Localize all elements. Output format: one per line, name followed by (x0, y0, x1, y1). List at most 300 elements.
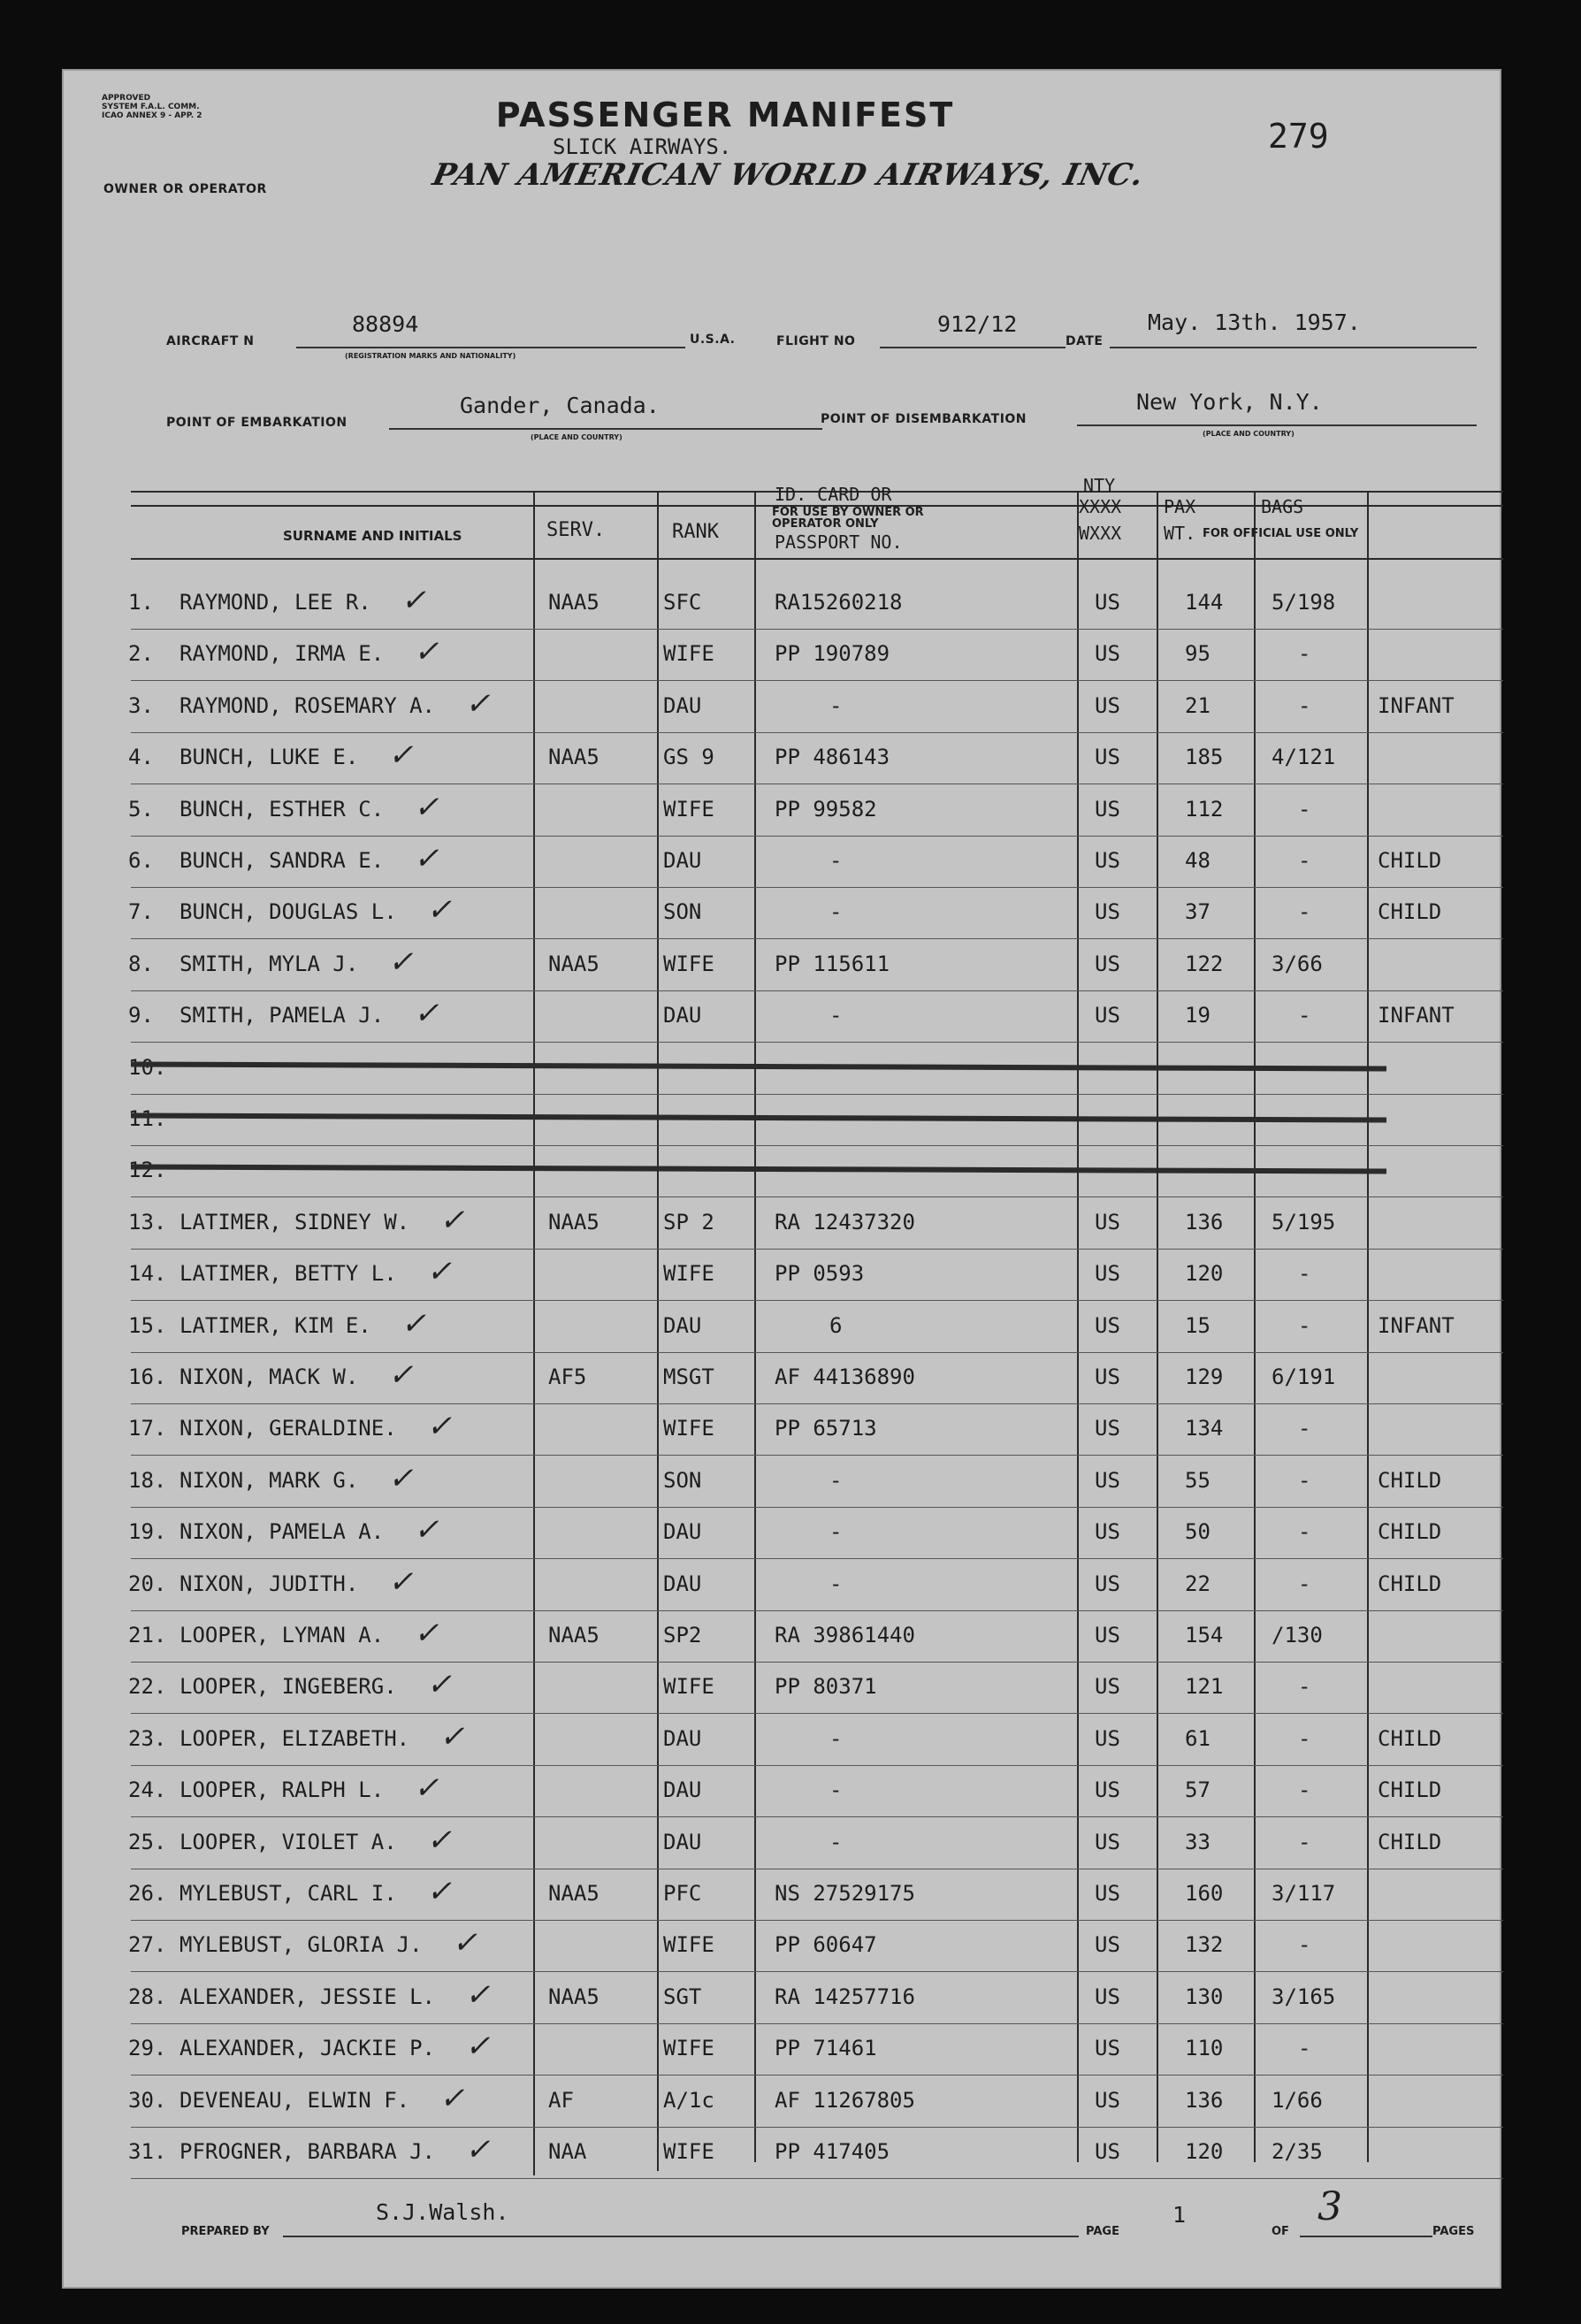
row-rule (131, 1145, 1503, 1146)
pax-weight: 136 (1185, 2087, 1224, 2113)
row-rule (131, 2023, 1503, 2024)
rank: SON (663, 899, 702, 925)
operator-name: SLICK AIRWAYS. (553, 134, 732, 159)
pax-weight: 33 (1185, 1829, 1211, 1854)
checkmark-icon: ✓ (439, 1202, 465, 1238)
pax-weight: 120 (1185, 2139, 1224, 2164)
checkmark-icon: ✓ (465, 685, 491, 722)
id-number: PP 60647 (775, 1932, 877, 1958)
id-number: NS 27529175 (775, 1881, 915, 1906)
checkmark-icon: ✓ (465, 1976, 491, 2013)
bags: - (1298, 1312, 1311, 1338)
id-number: PP 115611 (775, 951, 890, 976)
id-number: RA 14257716 (775, 1984, 915, 2009)
note: CHILD (1378, 1725, 1442, 1751)
table-row (128, 1199, 1503, 1250)
nationality: US (1095, 1416, 1120, 1441)
passenger-name: LOOPER, VIOLET A. (179, 1829, 397, 1854)
passenger-name: LOOPER, LYMAN A. (179, 1623, 385, 1647)
nationality: US (1095, 951, 1120, 976)
row-rule (131, 1610, 1503, 1611)
row-number: 13. (128, 1209, 167, 1235)
pax-weight: 15 (1185, 1312, 1211, 1338)
id-number: - (829, 1003, 843, 1028)
bags: 5/195 (1272, 1209, 1336, 1235)
column-header-passport: PASSPORT NO. (775, 531, 903, 553)
rank: SP 2 (663, 1209, 714, 1235)
column-header-id-note: FOR USE BY OWNER OR OPERATOR ONLY (772, 506, 924, 531)
table-row (128, 1922, 1503, 1973)
table-row (128, 889, 1503, 940)
table-row (128, 1974, 1503, 2025)
nationality: US (1095, 2087, 1120, 2113)
service: AF5 (548, 1365, 587, 1389)
id-number: PP 71461 (775, 2036, 877, 2061)
id-number: PP 0593 (775, 1261, 865, 1287)
row-number: 2. (128, 641, 154, 667)
bags: 4/121 (1272, 745, 1336, 770)
id-number: PP 65713 (775, 1416, 877, 1441)
table-row (128, 2077, 1503, 2129)
row-rule (131, 629, 1503, 630)
table-row (128, 1716, 1503, 1767)
rank: DAU (663, 848, 702, 873)
note: INFANT (1378, 1003, 1455, 1028)
table-row (128, 631, 1503, 682)
row-number: 15. (128, 1312, 167, 1338)
row-rule (131, 990, 1503, 991)
bags: - (1298, 1674, 1311, 1700)
note: INFANT (1378, 692, 1455, 718)
table-row-struck (128, 1096, 1503, 1147)
rank: DAU (663, 1312, 702, 1338)
note: CHILD (1378, 1777, 1442, 1803)
rank: PFC (663, 1881, 702, 1906)
row-number: 27. (128, 1932, 167, 1958)
checkmark-icon: ✓ (426, 1409, 452, 1445)
bags: - (1298, 1725, 1311, 1751)
nationality: US (1095, 1623, 1120, 1647)
nationality: US (1095, 1829, 1120, 1854)
row-rule (131, 1971, 1503, 1972)
disembarkation-point: New York, N.Y. (1136, 389, 1323, 415)
pax-weight: 21 (1185, 692, 1211, 718)
service: NAA (548, 2139, 587, 2164)
rank: SFC (663, 590, 702, 615)
bags: 3/66 (1272, 951, 1323, 976)
row-number: 4. (128, 745, 154, 770)
table-row (128, 1663, 1503, 1715)
aircraft-sublabel: (REGISTRATION MARKS AND NATIONALITY) (345, 352, 516, 360)
aircraft-number: 88894 (352, 311, 419, 337)
checkmark-icon: ✓ (388, 738, 414, 774)
passenger-name: LOOPER, ELIZABETH. (179, 1725, 410, 1751)
passenger-name: BUNCH, DOUGLAS L. (179, 899, 397, 925)
rank: WIFE (663, 951, 714, 976)
passenger-name: LATIMER, KIM E. (179, 1312, 371, 1338)
nationality: U.S.A. (690, 333, 736, 347)
rank: DAU (663, 692, 702, 718)
bags: - (1298, 1261, 1311, 1287)
row-number: 26. (128, 1881, 167, 1906)
row-rule (131, 1662, 1503, 1663)
checkmark-icon: ✓ (465, 2132, 491, 2167)
bags: 3/165 (1272, 1984, 1336, 2009)
id-number: AF 44136890 (775, 1365, 915, 1389)
column-header-id: ID. CARD OR (775, 484, 892, 505)
checkmark-icon: ✓ (414, 1770, 439, 1807)
passenger-name: DEVENEAU, ELWIN F. (179, 2087, 410, 2113)
service: NAA5 (548, 1984, 600, 2009)
pax-weight: 154 (1185, 1623, 1224, 1647)
row-number: 18. (128, 1467, 167, 1493)
row-number: 24. (128, 1777, 167, 1803)
bags: - (1298, 848, 1311, 873)
note: CHILD (1378, 1467, 1442, 1493)
bags: - (1298, 1003, 1311, 1028)
id-number: - (829, 1519, 843, 1545)
approval-line-1: APPROVED (102, 94, 151, 103)
row-number: 29. (128, 2036, 167, 2061)
nationality: US (1095, 1209, 1120, 1235)
row-rule (131, 1507, 1503, 1508)
nationality: US (1095, 1984, 1120, 2009)
bags: - (1298, 1519, 1311, 1545)
pax-weight: 120 (1185, 1261, 1224, 1287)
rank: WIFE (663, 641, 714, 667)
nationality: US (1095, 590, 1120, 615)
row-rule (131, 938, 1503, 939)
row-number: 9. (128, 1003, 154, 1028)
rank: DAU (663, 1003, 702, 1028)
rank: WIFE (663, 2036, 714, 2061)
page-title: PASSENGER MANIFEST (495, 96, 955, 134)
nationality: US (1095, 641, 1120, 667)
rank: DAU (663, 1725, 702, 1751)
rank: WIFE (663, 1932, 714, 1958)
pax-weight: 55 (1185, 1467, 1211, 1493)
embarkation-point: Gander, Canada. (460, 393, 660, 418)
id-number: PP 417405 (775, 2139, 890, 2164)
table-row (128, 1561, 1503, 1612)
row-number: 17. (128, 1416, 167, 1441)
row-number: 10. (128, 1054, 167, 1080)
passenger-name: RAYMOND, IRMA E. (179, 641, 385, 667)
bags: 6/191 (1272, 1365, 1336, 1389)
row-rule (131, 680, 1503, 681)
column-header-name: SURNAME AND INITIALS (283, 528, 462, 544)
passenger-name: LOOPER, INGEBERG. (179, 1674, 397, 1700)
row-number: 11. (128, 1106, 167, 1131)
pax-weight: 110 (1185, 2036, 1224, 2061)
row-rule (131, 1352, 1503, 1353)
nationality: US (1095, 1932, 1120, 1958)
rank: GS 9 (663, 745, 714, 770)
table-row (128, 837, 1503, 889)
passenger-name: BUNCH, LUKE E. (179, 745, 359, 770)
column-header-pax: PAX (1164, 496, 1196, 517)
nationality: US (1095, 1881, 1120, 1906)
rank: MSGT (663, 1365, 714, 1389)
note: CHILD (1378, 848, 1442, 873)
table-row (128, 734, 1503, 785)
bags: - (1298, 1932, 1311, 1958)
pax-weight: 130 (1185, 1984, 1224, 2009)
table-row (128, 1405, 1503, 1456)
nationality: US (1095, 848, 1120, 873)
row-rule (131, 1300, 1503, 1301)
note: INFANT (1378, 1312, 1455, 1338)
passenger-name: MYLEBUST, GLORIA J. (179, 1932, 423, 1958)
passenger-name: NIXON, MACK W. (179, 1365, 359, 1389)
row-number: 19. (128, 1519, 167, 1545)
checkmark-icon: ✓ (426, 892, 452, 929)
checkmark-icon: ✓ (414, 1616, 439, 1651)
note: CHILD (1378, 1571, 1442, 1596)
flight-label: FLIGHT NO (776, 334, 856, 348)
row-number: 23. (128, 1725, 167, 1751)
nationality: US (1095, 1312, 1120, 1338)
aircraft-label: AIRCRAFT N (166, 334, 255, 348)
rank: DAU (663, 1777, 702, 1803)
row-rule (131, 836, 1503, 837)
service: NAA5 (548, 1623, 600, 1647)
pax-weight: 57 (1185, 1777, 1211, 1803)
rank: DAU (663, 1829, 702, 1854)
nationality: US (1095, 692, 1120, 718)
checkmark-icon: ✓ (414, 634, 439, 670)
column-header-rank: RANK (672, 521, 719, 543)
passenger-name: BUNCH, ESTHER C. (179, 796, 385, 822)
row-number: 7. (128, 899, 154, 925)
prepared-by: S.J.Walsh. (376, 2199, 509, 2225)
flight-date: May. 13th. 1957. (1148, 310, 1361, 335)
prepared-by-label: PREPARED BY (181, 2225, 270, 2238)
flight-number: 912/12 (937, 311, 1018, 337)
passenger-name: SMITH, MYLA J. (179, 951, 359, 976)
rank: SP2 (663, 1623, 702, 1647)
page-value: 1 (1172, 2202, 1187, 2228)
table-row (128, 2129, 1503, 2180)
pax-weight: 50 (1185, 1519, 1211, 1545)
row-rule (131, 2127, 1503, 2128)
total-pages: 3 (1318, 2184, 1342, 2229)
row-rule (131, 1403, 1503, 1404)
passenger-name: RAYMOND, ROSEMARY A. (179, 692, 435, 718)
checkmark-icon: ✓ (414, 1512, 439, 1548)
service: NAA5 (548, 951, 600, 976)
table-row (128, 1870, 1503, 1922)
column-header-nty-x2: WXXX (1079, 523, 1122, 544)
nationality: US (1095, 1519, 1120, 1545)
passenger-name: LATIMER, BETTY L. (179, 1261, 397, 1287)
row-number: 6. (128, 848, 154, 873)
bags: - (1298, 1571, 1311, 1596)
service: NAA5 (548, 1881, 600, 1906)
row-number: 14. (128, 1261, 167, 1287)
id-number: RA 12437320 (775, 1209, 915, 1235)
rank: A/1c (663, 2087, 714, 2113)
table-row (128, 1457, 1503, 1509)
pax-weight: 129 (1185, 1365, 1224, 1389)
row-number: 8. (128, 951, 154, 976)
checkmark-icon: ✓ (426, 1667, 452, 1703)
column-header-nty-x1: XXXX (1079, 496, 1122, 517)
service: AF (548, 2087, 574, 2113)
row-rule (131, 1094, 1503, 1095)
nationality: US (1095, 796, 1120, 822)
row-rule (131, 732, 1503, 733)
strike-through-line (131, 1113, 1386, 1123)
pax-weight: 136 (1185, 1209, 1224, 1235)
nationality: US (1095, 1571, 1120, 1596)
pax-weight: 122 (1185, 951, 1224, 976)
row-rule (131, 1816, 1503, 1817)
table-row (128, 1612, 1503, 1663)
id-number: - (829, 692, 843, 718)
pax-weight: 144 (1185, 590, 1224, 615)
sheet-number: 279 (1268, 117, 1329, 156)
owner-label: OWNER OR OPERATOR (103, 182, 267, 196)
approval-line-3: ICAO ANNEX 9 - APP. 2 (102, 111, 202, 120)
row-rule (131, 1558, 1503, 1559)
table-row (128, 683, 1503, 734)
checkmark-icon: ✓ (426, 1254, 452, 1290)
id-number: - (829, 899, 843, 925)
service: NAA5 (548, 745, 600, 770)
bags: 3/117 (1272, 1881, 1336, 1906)
nationality: US (1095, 2036, 1120, 2061)
service: NAA5 (548, 1209, 600, 1235)
pax-weight: 112 (1185, 796, 1224, 822)
pax-weight: 134 (1185, 1416, 1224, 1441)
rank: WIFE (663, 2139, 714, 2164)
pax-weight: 48 (1185, 848, 1211, 873)
id-number: - (829, 1777, 843, 1803)
id-number: PP 99582 (775, 796, 877, 822)
pax-weight: 132 (1185, 1932, 1224, 1958)
column-header-pax-wt: WT. (1164, 523, 1196, 544)
pax-weight: 185 (1185, 745, 1224, 770)
id-number: - (829, 1725, 843, 1751)
checkmark-icon: ✓ (426, 1874, 452, 1909)
row-rule (131, 2178, 1503, 2179)
note: CHILD (1378, 1829, 1442, 1854)
bags: /130 (1272, 1623, 1323, 1647)
rank: SON (663, 1467, 702, 1493)
passenger-name: SMITH, PAMELA J. (179, 1003, 385, 1028)
bags: - (1298, 641, 1311, 667)
row-number: 21. (128, 1623, 167, 1647)
disembarkation-label: POINT OF DISEMBARKATION (821, 412, 1027, 426)
airline-name: PAN AMERICAN WORLD AIRWAYS, INC. (429, 157, 1148, 193)
passenger-name: NIXON, PAMELA A. (179, 1519, 385, 1545)
pax-weight: 160 (1185, 1881, 1224, 1906)
row-number: 30. (128, 2087, 167, 2113)
id-number: RA 39861440 (775, 1623, 915, 1647)
rank: DAU (663, 1571, 702, 1596)
passenger-name: LOOPER, RALPH L. (179, 1777, 385, 1803)
row-rule (131, 1765, 1503, 1766)
of-label: OF (1272, 2225, 1289, 2238)
rank: WIFE (663, 1416, 714, 1441)
checkmark-icon: ✓ (414, 996, 439, 1032)
embarkation-label: POINT OF EMBARKATION (166, 416, 348, 430)
row-rule (131, 2075, 1503, 2076)
page-label: PAGE (1086, 2225, 1119, 2238)
rank: WIFE (663, 1674, 714, 1700)
passenger-name: LATIMER, SIDNEY W. (179, 1209, 410, 1235)
bags: - (1298, 899, 1311, 925)
table-row-struck (128, 1147, 1503, 1198)
rank: WIFE (663, 796, 714, 822)
column-header-bags: BAGS (1261, 496, 1304, 517)
id-number: RA15260218 (775, 590, 903, 615)
bags: 1/66 (1272, 2087, 1323, 2113)
bags: - (1298, 1467, 1311, 1493)
row-number: 12. (128, 1158, 167, 1183)
disembarkation-sublabel: (PLACE AND COUNTRY) (1203, 430, 1295, 438)
column-header-official: FOR OFFICIAL USE ONLY (1203, 527, 1359, 540)
nationality: US (1095, 899, 1120, 925)
table-row (128, 786, 1503, 837)
bags: - (1298, 1416, 1311, 1441)
nationality: US (1095, 1777, 1120, 1803)
table-row (128, 1354, 1503, 1405)
pax-weight: 61 (1185, 1725, 1211, 1751)
checkmark-icon: ✓ (388, 1357, 414, 1393)
row-rule (131, 1455, 1503, 1456)
id-number: PP 190789 (775, 641, 890, 667)
row-rule (131, 1920, 1503, 1921)
checkmark-icon: ✓ (465, 2029, 491, 2065)
checkmark-icon: ✓ (388, 944, 414, 980)
bags: 2/35 (1272, 2139, 1323, 2164)
table-row (128, 1767, 1503, 1818)
bags: - (1298, 2036, 1311, 2061)
pages-label: PAGES (1432, 2225, 1475, 2238)
bags: - (1298, 1777, 1311, 1803)
passenger-name: MYLEBUST, CARL I. (179, 1881, 397, 1906)
row-rule (131, 1713, 1503, 1714)
table-row (128, 2025, 1503, 2076)
table-row (128, 1303, 1503, 1354)
pax-weight: 95 (1185, 641, 1211, 667)
id-number: PP 486143 (775, 745, 890, 770)
pax-weight: 37 (1185, 899, 1211, 925)
checkmark-icon: ✓ (414, 841, 439, 876)
table-row (128, 992, 1503, 1044)
rank: SGT (663, 1984, 702, 2009)
table-row (128, 1509, 1503, 1560)
passenger-name: ALEXANDER, JESSIE L. (179, 1984, 435, 2009)
pax-weight: 19 (1185, 1003, 1211, 1028)
checkmark-icon: ✓ (401, 583, 426, 618)
pax-weight: 22 (1185, 1571, 1211, 1596)
nationality: US (1095, 1003, 1120, 1028)
date-label: DATE (1065, 334, 1104, 348)
bags: - (1298, 692, 1311, 718)
rank: WIFE (663, 1261, 714, 1287)
note: CHILD (1378, 899, 1442, 925)
checkmark-icon: ✓ (439, 1718, 465, 1754)
nationality: US (1095, 1467, 1120, 1493)
passenger-name: PFROGNER, BARBARA J. (179, 2139, 435, 2164)
id-number: - (829, 1467, 843, 1493)
embarkation-sublabel: (PLACE AND COUNTRY) (531, 433, 622, 441)
nationality: US (1095, 1365, 1120, 1389)
id-number: - (829, 1829, 843, 1854)
